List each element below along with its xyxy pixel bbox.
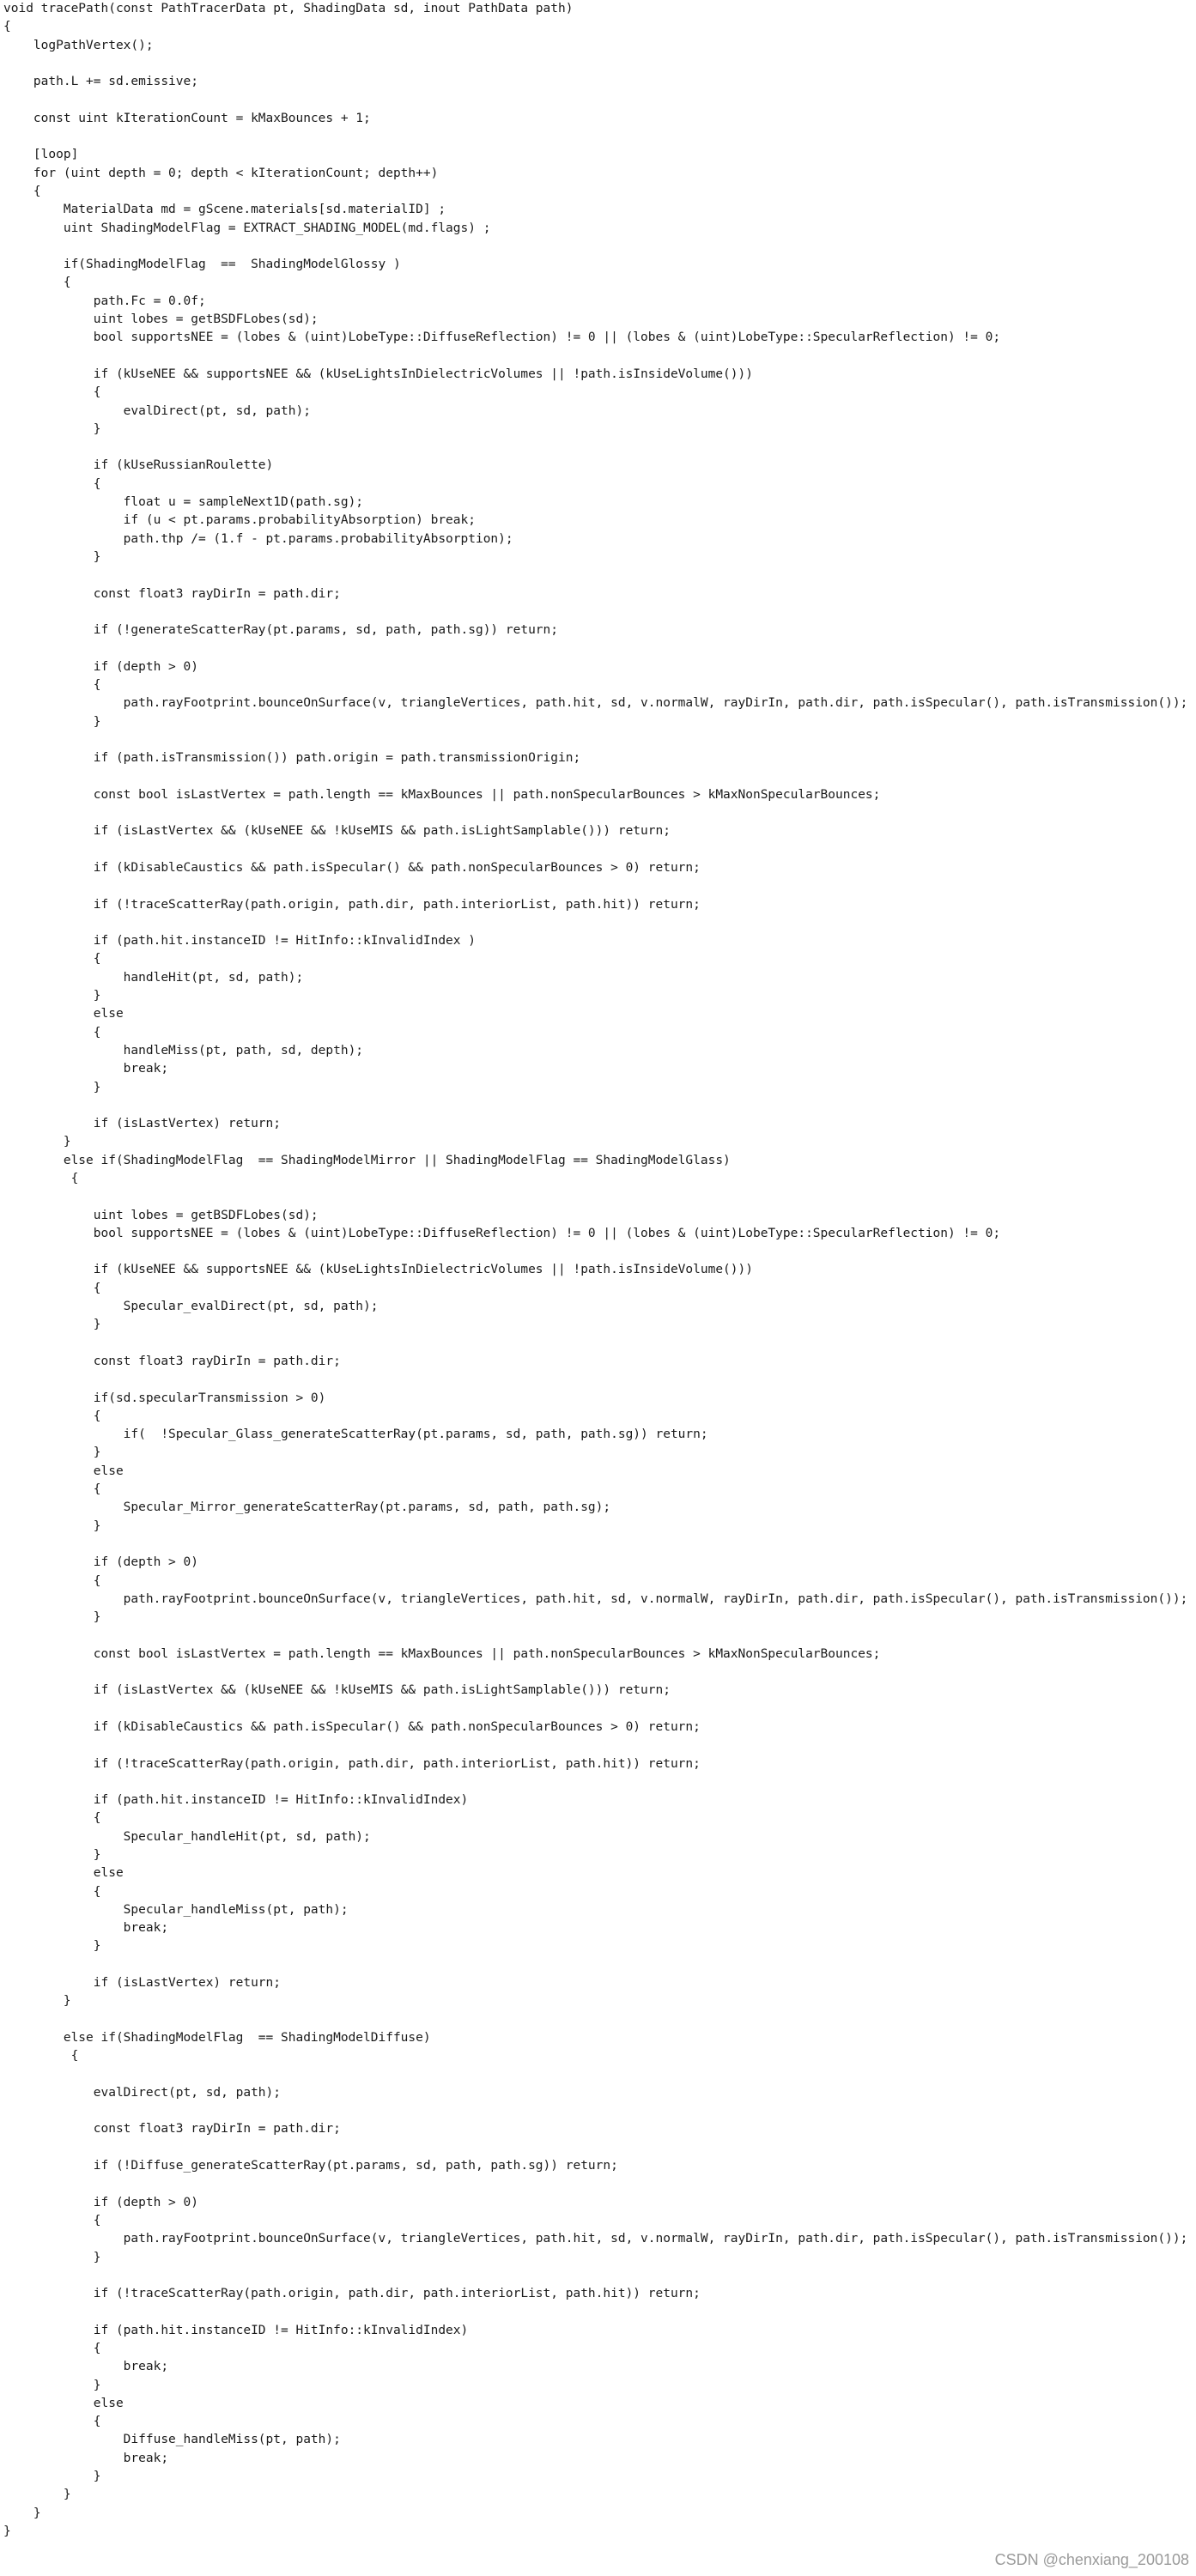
code-line: path.rayFootprint.bounceOnSurface(v, triangleVertices, path.hit, sd, v.normalW, rayDirIn, path.dir, path.isSpecular(), path.isTransmission()); [3, 1591, 1188, 1606]
code-line: Specular_handleMiss(pt, path); [3, 1902, 349, 1917]
code-line [3, 2139, 1193, 2157]
code-line: { [3, 1281, 101, 1295]
code-line [3, 1188, 1193, 1206]
code-line: for (uint depth = 0; depth < kIterationCount; depth++) [3, 166, 439, 180]
code-line [3, 1664, 1193, 1682]
code-line: const uint kIterationCount = kMaxBounces + 1; [3, 111, 371, 125]
code-line: if (kDisableCaustics && path.isSpecular() && path.nonSpecularBounces > 0) return; [3, 1719, 701, 1734]
code-line: Specular_Mirror_generateScatterRay(pt.params, sd, path, path.sg); [3, 1500, 611, 1515]
code-line: } [3, 989, 101, 1003]
code-line: MaterialData md = gScene.materials[sd.materialID] ; [3, 203, 446, 217]
code-line: [loop] [3, 148, 79, 162]
code-line: } [3, 2524, 11, 2538]
code-line [3, 767, 1193, 785]
code-line: uint lobes = getBSDFLobes(sd); [3, 1208, 319, 1222]
code-line [3, 238, 1193, 256]
code-line: if (kUseNEE && supportsNEE && (kUseLightsInDielectricVolumes || !path.isInsideVolume())) [3, 367, 753, 381]
code-line: if (isLastVertex && (kUseNEE && !kUseMIS && path.isLightSamplable())) return; [3, 1683, 671, 1698]
code-line: if (depth > 0) [3, 2195, 198, 2209]
code-line [3, 2011, 1193, 2029]
code-line: { [3, 2049, 79, 2064]
code-line: } [3, 2506, 41, 2520]
code-line: uint ShadingModelFlag = EXTRACT_SHADING_MODEL(md.flags) ; [3, 221, 491, 235]
code-line: if (depth > 0) [3, 1555, 198, 1570]
code-line: { [3, 276, 71, 290]
code-line: } [3, 1994, 71, 2009]
code-line: evalDirect(pt, sd, path); [3, 403, 311, 418]
code-line: path.rayFootprint.bounceOnSurface(v, triangleVertices, path.hit, sd, v.normalW, rayDirIn, path.dir, path.isSpecular(), path.isTransmission()); [3, 2232, 1188, 2246]
code-line [3, 348, 1193, 366]
code-line: handleHit(pt, sd, path); [3, 970, 304, 985]
code-line [3, 2267, 1193, 2285]
code-line: bool supportsNEE = (lobes & (uint)LobeType::DiffuseReflection) != 0 || (lobes & (uint)LobeType::SpecularReflection) != 0; [3, 1226, 1001, 1240]
code-line: { [3, 385, 101, 400]
code-line: } [3, 1847, 101, 1862]
code-line: if (kUseNEE && supportsNEE && (kUseLightsInDielectricVolumes || !path.isInsideVolume())) [3, 1263, 753, 1277]
code-line: if (path.hit.instanceID != HitInfo::kInvalidIndex) [3, 1793, 469, 1808]
code-line: break; [3, 1921, 169, 1936]
code-line: if (!traceScatterRay(path.origin, path.dir, path.interiorList, path.hit)) return; [3, 1756, 701, 1771]
code-line: } [3, 2470, 101, 2484]
code-line [3, 914, 1193, 932]
code-line: { [3, 184, 41, 198]
code-line: uint lobes = getBSDFLobes(sd); [3, 312, 319, 327]
code-line: else [3, 2396, 124, 2410]
code-line: break; [3, 1062, 169, 1076]
code-line: break; [3, 2360, 169, 2374]
code-line: const float3 rayDirIn = path.dir; [3, 2122, 341, 2137]
code-line: } [3, 1080, 101, 1094]
code-line [3, 1243, 1193, 1261]
code-line: const bool isLastVertex = path.length == kMaxBounces || path.nonSpecularBounces > kMaxNonSpecularBounces; [3, 1646, 881, 1661]
code-line: const float3 rayDirIn = path.dir; [3, 1354, 341, 1368]
code-line [3, 731, 1193, 749]
code-line: logPathVertex(); [3, 38, 154, 52]
code-line: else [3, 1007, 124, 1021]
code-block [3, 0, 1193, 2541]
code-line: { [3, 1482, 101, 1497]
code-line: if (isLastVertex && (kUseNEE && !kUseMIS && path.isLightSamplable())) return; [3, 824, 671, 839]
code-line: if (!generateScatterRay(pt.params, sd, path, path.sg)) return; [3, 623, 559, 638]
code-line: } [3, 1518, 101, 1533]
code-line: float u = sampleNext1D(path.sg); [3, 495, 364, 510]
watermark: CSDN @chenxiang_200108 [994, 2551, 1189, 2568]
code-line [3, 1956, 1193, 1974]
code-line [3, 91, 1193, 109]
code-line: { [3, 1811, 101, 1826]
code-line [3, 2175, 1193, 2193]
code-line: const bool isLastVertex = path.length == kMaxBounces || path.nonSpecularBounces > kMaxNonSpecularBounces; [3, 787, 881, 802]
code-line: if (kUseRussianRoulette) [3, 458, 274, 473]
code-line: evalDirect(pt, sd, path); [3, 2085, 282, 2100]
code-line: if (path.hit.instanceID != HitInfo::kInvalidIndex ) [3, 934, 476, 949]
code-line [3, 1627, 1193, 1645]
code-line: } [3, 1135, 71, 1149]
code-line: { [3, 476, 101, 491]
code-line [3, 1335, 1193, 1353]
code-line: Diffuse_handleMiss(pt, path); [3, 2433, 341, 2447]
code-line: } [3, 1446, 101, 1460]
code-line: if (kDisableCaustics && path.isSpecular() && path.nonSpecularBounces > 0) return; [3, 860, 701, 875]
code-line: if( !Specular_Glass_generateScatterRay(pt.params, sd, path, path.sg)) return; [3, 1427, 708, 1442]
code-line [3, 1737, 1193, 1755]
code-line [3, 128, 1193, 146]
code-line: handleMiss(pt, path, sd, depth); [3, 1043, 364, 1058]
code-line: else if(ShadingModelFlag == ShadingModelDiffuse) [3, 2030, 431, 2045]
code-line: { [3, 1409, 101, 1423]
code-line: { [3, 2342, 101, 2355]
code-line [3, 804, 1193, 822]
code-line: } [3, 2378, 101, 2392]
code-line: else if(ShadingModelFlag == ShadingModelMirror || ShadingModelFlag == ShadingModelGlass) [3, 1153, 731, 1167]
code-line: } [3, 2250, 101, 2264]
code-line [3, 55, 1193, 73]
code-line: break; [3, 2451, 169, 2465]
code-line: if (depth > 0) [3, 659, 198, 674]
code-line [3, 2303, 1193, 2321]
code-line [3, 639, 1193, 658]
code-line: { [3, 1884, 101, 1899]
code-line: path.L += sd.emissive; [3, 75, 198, 89]
code-line [3, 439, 1193, 457]
code-line: Specular_evalDirect(pt, sd, path); [3, 1300, 379, 1314]
code-line: if (isLastVertex) return; [3, 1117, 282, 1131]
code-line: if(sd.specularTransmission > 0) [3, 1391, 326, 1405]
code-line: else [3, 1866, 124, 1881]
code-line: bool supportsNEE = (lobes & (uint)LobeType::DiffuseReflection) != 0 || (lobes & (uint)LobeType::SpecularReflection) != 0; [3, 330, 1001, 345]
code-line: if (u < pt.params.probabilityAbsorption) break; [3, 513, 476, 528]
code-line: if (isLastVertex) return; [3, 1976, 282, 1991]
code-line: path.thp /= (1.f - pt.params.probabilityAbsorption); [3, 531, 513, 546]
code-line: { [3, 20, 11, 34]
code-line: { [3, 2213, 101, 2227]
code-line [3, 1773, 1193, 1791]
code-line: } [3, 1610, 101, 1625]
code-line: } [3, 2488, 71, 2502]
code-line [3, 877, 1193, 895]
code-line: if (!traceScatterRay(path.origin, path.dir, path.interiorList, path.hit)) return; [3, 2287, 701, 2301]
code-line [3, 603, 1193, 621]
code-line [3, 2066, 1193, 2084]
code-line: if(ShadingModelFlag == ShadingModelGlossy ) [3, 258, 401, 272]
code-line: { [3, 2415, 101, 2429]
code-line: { [3, 1025, 101, 1039]
code-line [3, 1700, 1193, 1718]
code-line: } [3, 1318, 101, 1332]
code-line [3, 1536, 1193, 1554]
code-line: } [3, 714, 101, 729]
code-line [3, 1371, 1193, 1389]
code-line: } [3, 549, 101, 564]
code-line: if (!Diffuse_generateScatterRay(pt.params, sd, path, path.sg)) return; [3, 2159, 618, 2173]
code-line: } [3, 1939, 101, 1954]
code-line: path.rayFootprint.bounceOnSurface(v, triangleVertices, path.hit, sd, v.normalW, rayDirIn, path.dir, path.isSpecular(), path.isTransmission()); [3, 696, 1188, 711]
code-line: else [3, 1464, 124, 1478]
code-line: const float3 rayDirIn = path.dir; [3, 586, 341, 601]
code-line: } [3, 421, 101, 436]
code-line: if (path.isTransmission()) path.origin = path.transmissionOrigin; [3, 751, 581, 766]
code-line: { [3, 952, 101, 967]
code-line [3, 2102, 1193, 2120]
code-line: { [3, 1573, 101, 1588]
code-line: if (path.hit.instanceID != HitInfo::kInvalidIndex) [3, 2323, 469, 2337]
code-line: path.Fc = 0.0f; [3, 294, 206, 308]
code-line: { [3, 1172, 79, 1185]
code-line [3, 1097, 1193, 1115]
code-line: Specular_handleHit(pt, sd, path); [3, 1829, 371, 1844]
code-line [3, 567, 1193, 585]
code-line: if (!traceScatterRay(path.origin, path.dir, path.interiorList, path.hit)) return; [3, 897, 701, 912]
code-line: void tracePath(const PathTracerData pt, ShadingData sd, inout PathData path) [3, 2, 574, 15]
code-line: { [3, 677, 101, 692]
code-line [3, 841, 1193, 859]
